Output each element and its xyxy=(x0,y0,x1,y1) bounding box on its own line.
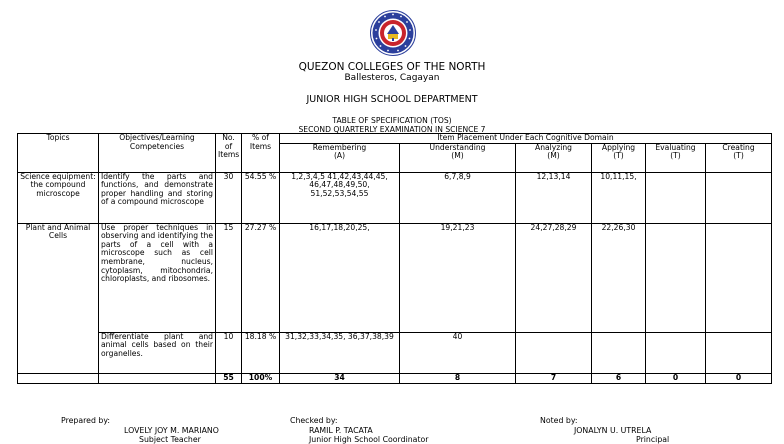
checked-by-title: Junior High School Coordinator xyxy=(309,435,429,444)
tos-table xyxy=(17,133,772,384)
total-applying-cell: 6 xyxy=(592,373,646,383)
noted-by-title: Principal xyxy=(636,435,670,444)
header-domain-analyzing xyxy=(516,143,592,172)
header-no-items: No. of Items xyxy=(216,134,242,173)
remembering-cell: 1,2,3,4,5 41,42,43,44,45, 46,47,48,49,50, 51,52,53,54,55 xyxy=(280,172,400,223)
totals-objective-cell xyxy=(99,373,216,383)
header-topics: Topics xyxy=(18,134,99,173)
domain-abbr: (M) xyxy=(451,151,464,161)
table-row xyxy=(18,223,772,332)
domain-abbr: (A) xyxy=(333,151,346,161)
exam-subject: SCIENCE 7 xyxy=(445,124,486,134)
applying-cell xyxy=(592,332,646,373)
analyzing-cell: 12,13,14 xyxy=(516,172,592,223)
header-objectives: Objectives/Learning Competencies xyxy=(99,134,216,173)
percent-cell: 54.55 % xyxy=(242,172,280,223)
remembering-cell: 16,17,18,20,25, xyxy=(280,223,400,332)
checked-by-name: RAMIL P. TACATA xyxy=(309,426,373,435)
topic-cell: Science equipment: the compound microscope xyxy=(18,172,99,223)
department-title: JUNIOR HIGH SCHOOL DEPARTMENT xyxy=(306,94,478,105)
prepared-by-label: Prepared by: xyxy=(61,416,111,425)
table-row xyxy=(18,332,772,373)
creating-cell xyxy=(706,172,772,223)
header-domain-understanding xyxy=(400,143,516,172)
school-location: Ballesteros, Cagayan xyxy=(344,73,440,83)
domain-abbr: (T) xyxy=(733,151,744,161)
table-row xyxy=(18,172,772,223)
domain-abbr: (T) xyxy=(613,151,624,161)
total-remembering-cell: 34 xyxy=(280,373,400,383)
header-domain-remembering xyxy=(280,143,400,172)
objective-cell: Differentiate plant and animal cells based on their organelles. xyxy=(99,332,216,373)
total-creating-cell: 0 xyxy=(706,373,772,383)
no-items-cell: 30 xyxy=(216,172,242,223)
evaluating-cell xyxy=(646,172,706,223)
percent-cell: 18.18 % xyxy=(242,332,280,373)
no-items-cell: 15 xyxy=(216,223,242,332)
domain-name: Understanding xyxy=(429,143,486,152)
prepared-by-title: Subject Teacher xyxy=(139,435,201,444)
evaluating-cell xyxy=(646,223,706,332)
domain-name: Evaluating xyxy=(655,143,696,152)
prepared-by-name: LOVELY JOY M. MARIANO xyxy=(124,426,219,435)
header-domain-creating xyxy=(706,143,772,172)
domain-name: Analyzing xyxy=(535,143,572,152)
header-percent-items: % of Items xyxy=(242,134,280,173)
no-items-cell: 10 xyxy=(216,332,242,373)
exam-title-prefix: SECOND QUARTERLY EXAMINATION IN xyxy=(298,124,446,134)
school-seal-logo xyxy=(370,10,416,56)
domain-abbr: (T) xyxy=(670,151,681,161)
objective-cell: Use proper techniques in observing and identifying the parts of a cell with a microscope such as cell membrane, nucleus, cytoplasm, mitochondria, chloroplasts, and ribosomes. xyxy=(99,223,216,332)
header-item-placement: Item Placement Under Each Cognitive Domain xyxy=(280,134,772,144)
total-understanding-cell: 8 xyxy=(400,373,516,383)
total-evaluating-cell: 0 xyxy=(646,373,706,383)
total-items-cell: 55 xyxy=(216,373,242,383)
total-analyzing-cell: 7 xyxy=(516,373,592,383)
remembering-cell: 31,32,33,34,35, 36,37,38,39 xyxy=(280,332,400,373)
understanding-cell: 6,7,8,9 xyxy=(400,172,516,223)
analyzing-cell xyxy=(516,332,592,373)
table-header-row xyxy=(18,134,772,144)
totals-row xyxy=(18,373,772,383)
percent-cell: 27.27 % xyxy=(242,223,280,332)
analyzing-cell: 24,27,28,29 xyxy=(516,223,592,332)
topic-cell: Plant and Animal Cells xyxy=(18,223,99,373)
header-domain-evaluating xyxy=(646,143,706,172)
domain-name: Applying xyxy=(601,143,636,152)
domain-abbr: (M) xyxy=(547,151,560,161)
document-title: TABLE OF SPECIFICATION (TOS) xyxy=(332,116,452,125)
evaluating-cell xyxy=(646,332,706,373)
totals-topic-cell xyxy=(18,373,99,383)
applying-cell: 10,11,15, xyxy=(592,172,646,223)
applying-cell: 22,26,30 xyxy=(592,223,646,332)
domain-name: Creating xyxy=(722,143,755,152)
domain-name: Remembering xyxy=(312,143,367,152)
total-percent-cell: 100% xyxy=(242,373,280,383)
objective-cell: Identify the parts and functions, and demonstrate proper handling and storing of a compound microscope xyxy=(99,172,216,223)
header-domain-applying xyxy=(592,143,646,172)
creating-cell xyxy=(706,223,772,332)
noted-by-label: Noted by: xyxy=(540,416,578,425)
school-name: QUEZON COLLEGES OF THE NORTH xyxy=(298,61,486,73)
creating-cell xyxy=(706,332,772,373)
noted-by-name: JONALYN U. UTRELA xyxy=(574,426,652,435)
understanding-cell: 19,21,23 xyxy=(400,223,516,332)
understanding-cell: 40 xyxy=(400,332,516,373)
checked-by-label: Checked by: xyxy=(290,416,338,425)
